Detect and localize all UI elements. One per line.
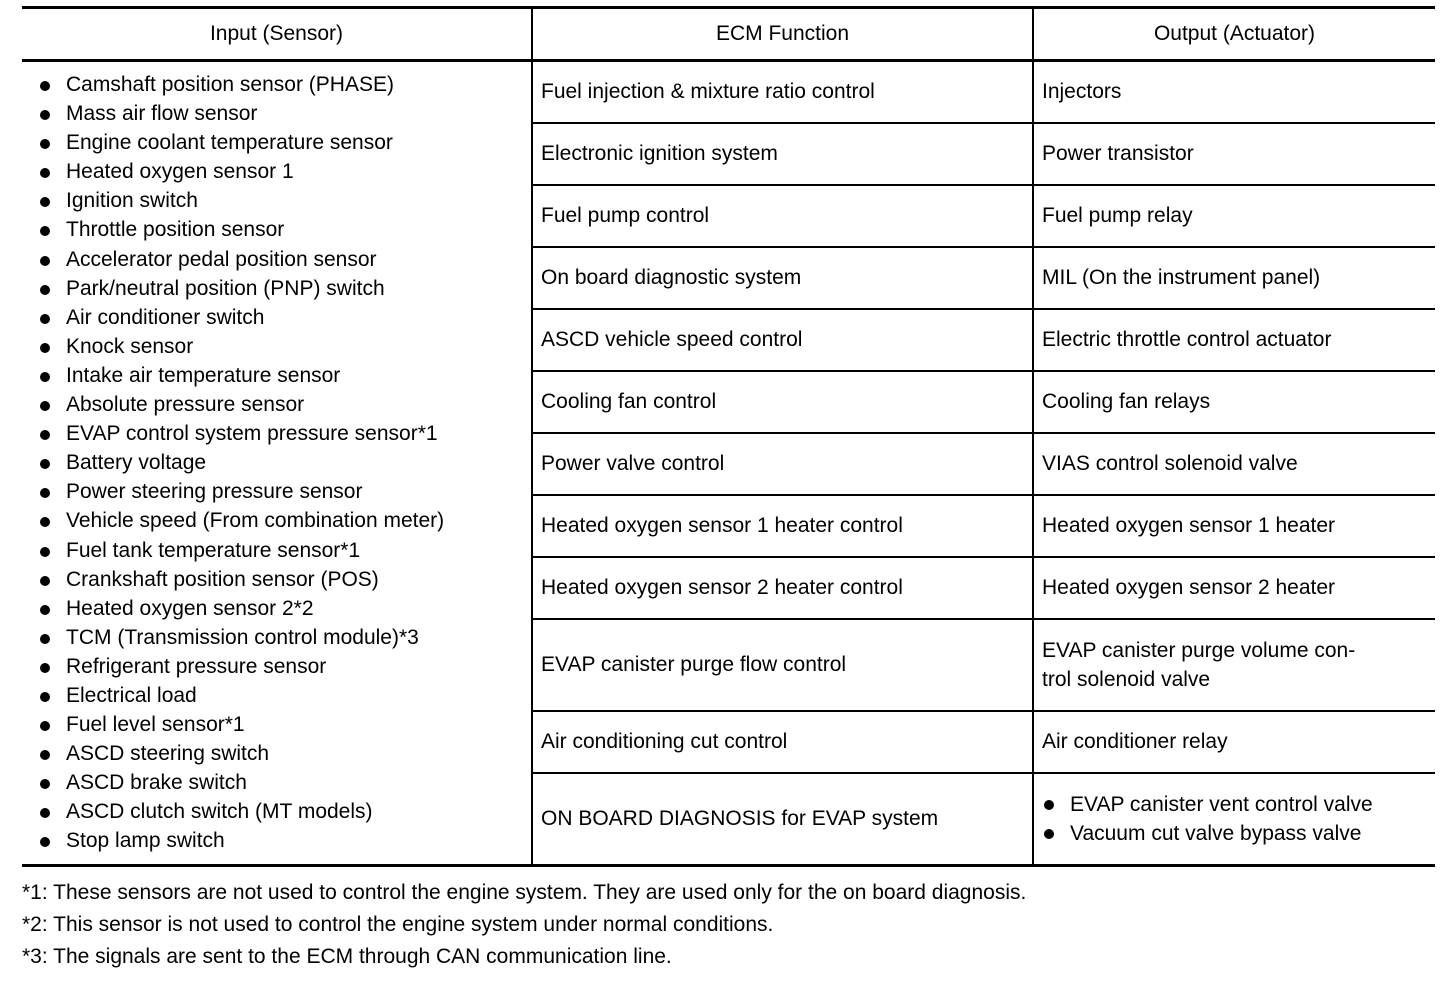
input-sensor-label: EVAP control system pressure sensor*1 bbox=[66, 422, 438, 446]
footnote-1: *1: These sensors are not used to control the engine system. They are used only for the on board diagnosis. bbox=[22, 880, 1027, 904]
bullet-icon bbox=[40, 343, 50, 353]
input-sensor-label: Heated oxygen sensor 1 bbox=[66, 160, 294, 184]
bullet-icon bbox=[40, 634, 50, 644]
header-output-actuator: Output (Actuator) bbox=[1033, 8, 1435, 61]
ecm-function-cell: Fuel injection & mixture ratio control bbox=[532, 61, 1033, 123]
list-item bbox=[38, 303, 531, 332]
input-sensor-label: Throttle position sensor bbox=[66, 218, 285, 242]
bullet-icon bbox=[1044, 800, 1054, 810]
list-item bbox=[38, 186, 531, 215]
input-sensor-label: Accelerator pedal position sensor bbox=[66, 247, 377, 271]
input-sensor-label: Ignition switch bbox=[66, 189, 198, 213]
output-actuator-cell bbox=[1033, 619, 1435, 711]
table-header-row bbox=[22, 8, 1435, 61]
list-item bbox=[38, 565, 531, 594]
input-sensor-label: Refrigerant pressure sensor bbox=[66, 654, 327, 678]
input-sensor-list bbox=[38, 70, 531, 856]
bullet-icon bbox=[40, 750, 50, 760]
list-item bbox=[38, 245, 531, 274]
list-item bbox=[38, 506, 531, 535]
list-item bbox=[38, 215, 531, 244]
output-actuator-cell: Injectors bbox=[1033, 61, 1435, 123]
ecm-function-cell: Electronic ignition system bbox=[532, 123, 1033, 185]
bullet-icon bbox=[40, 517, 50, 527]
ecm-function-cell: ON BOARD DIAGNOSIS for EVAP system bbox=[532, 773, 1033, 865]
footnote-2: *2: This sensor is not used to control the engine system under normal conditions. bbox=[22, 912, 774, 936]
output-line: trol solenoid valve bbox=[1042, 667, 1211, 691]
list-item bbox=[38, 99, 531, 128]
output-line: EVAP canister purge volume con- bbox=[1042, 638, 1356, 662]
bullet-icon bbox=[40, 692, 50, 702]
input-sensor-label: Camshaft position sensor (PHASE) bbox=[66, 73, 394, 96]
bullet-icon bbox=[40, 488, 50, 498]
output-actuator-cell: Heated oxygen sensor 2 heater bbox=[1033, 557, 1435, 619]
output-actuator-cell: MIL (On the instrument panel) bbox=[1033, 247, 1435, 309]
bullet-icon bbox=[40, 837, 50, 847]
bullet-icon bbox=[40, 372, 50, 382]
ecm-function-cell: Power valve control bbox=[532, 433, 1033, 495]
input-sensor-list-cell bbox=[22, 61, 532, 866]
input-sensor-label: Fuel level sensor*1 bbox=[66, 713, 245, 737]
list-item bbox=[38, 70, 531, 99]
ecm-function-cell: Heated oxygen sensor 1 heater control bbox=[532, 495, 1033, 557]
bullet-icon bbox=[40, 168, 50, 178]
table-row bbox=[22, 61, 1435, 123]
bullet-icon bbox=[40, 401, 50, 411]
list-item bbox=[38, 419, 531, 448]
list-item bbox=[38, 768, 531, 797]
bullet-icon bbox=[40, 721, 50, 731]
output-actuator-cell: Fuel pump relay bbox=[1033, 185, 1435, 247]
bullet-icon bbox=[40, 808, 50, 818]
list-item bbox=[38, 361, 531, 390]
ecm-function-cell: On board diagnostic system bbox=[532, 247, 1033, 309]
input-sensor-label: Fuel tank temperature sensor*1 bbox=[66, 538, 361, 562]
ecm-function-cell: Air conditioning cut control bbox=[532, 711, 1033, 773]
input-sensor-label: ASCD brake switch bbox=[66, 771, 247, 795]
footnote-3: *3: The signals are sent to the ECM through CAN communication line. bbox=[22, 944, 672, 968]
bullet-icon bbox=[40, 110, 50, 120]
ecm-io-table bbox=[22, 6, 1435, 867]
input-sensor-label: Absolute pressure sensor bbox=[66, 393, 305, 417]
list-item bbox=[38, 390, 531, 419]
input-sensor-label: ASCD steering switch bbox=[66, 742, 270, 766]
output-actuator-cell: Heated oxygen sensor 1 heater bbox=[1033, 495, 1435, 557]
ecm-function-cell: ASCD vehicle speed control bbox=[532, 309, 1033, 371]
bullet-icon bbox=[40, 576, 50, 586]
input-sensor-label: Crankshaft position sensor (POS) bbox=[66, 567, 379, 591]
output-actuator-cell: VIAS control solenoid valve bbox=[1033, 433, 1435, 495]
input-sensor-label: Engine coolant temperature sensor bbox=[66, 131, 393, 155]
input-sensor-label: ASCD clutch switch (MT models) bbox=[66, 800, 373, 824]
header-ecm-function: ECM Function bbox=[532, 8, 1033, 61]
input-sensor-label: Knock sensor bbox=[66, 334, 194, 358]
list-item bbox=[38, 448, 531, 477]
bullet-icon bbox=[40, 459, 50, 469]
output-actuator-cell: Power transistor bbox=[1033, 123, 1435, 185]
output-item-label: EVAP canister vent control valve bbox=[1070, 792, 1373, 816]
ecm-function-cell: Heated oxygen sensor 2 heater control bbox=[532, 557, 1033, 619]
list-item bbox=[38, 710, 531, 739]
bullet-icon bbox=[40, 81, 50, 91]
list-item bbox=[38, 477, 531, 506]
list-item bbox=[38, 652, 531, 681]
output-actuator-cell: Cooling fan relays bbox=[1033, 371, 1435, 433]
list-item bbox=[38, 594, 531, 623]
bullet-icon bbox=[40, 430, 50, 440]
input-sensor-label: Vehicle speed (From combination meter) bbox=[66, 509, 445, 533]
list-item bbox=[38, 536, 531, 565]
output-actuator-cell bbox=[1033, 773, 1435, 865]
list-item bbox=[38, 274, 531, 303]
list-item bbox=[1042, 819, 1435, 848]
output-item-label: Vacuum cut valve bypass valve bbox=[1070, 821, 1362, 845]
bullet-icon bbox=[1044, 829, 1054, 839]
ecm-document bbox=[22, 6, 1435, 973]
input-sensor-label: Air conditioner switch bbox=[66, 305, 265, 329]
bullet-icon bbox=[40, 779, 50, 789]
bullet-icon bbox=[40, 285, 50, 295]
output-actuator-cell: Air conditioner relay bbox=[1033, 711, 1435, 773]
ecm-function-cell: EVAP canister purge flow control bbox=[532, 619, 1033, 711]
list-item bbox=[38, 826, 531, 855]
input-sensor-label: Intake air temperature sensor bbox=[66, 363, 341, 387]
bullet-icon bbox=[40, 139, 50, 149]
list-item bbox=[38, 739, 531, 768]
list-item bbox=[1042, 790, 1435, 819]
list-item bbox=[38, 332, 531, 361]
bullet-icon bbox=[40, 226, 50, 236]
footnotes bbox=[22, 877, 1435, 973]
header-input-sensor: Input (Sensor) bbox=[22, 8, 532, 61]
input-sensor-label: Power steering pressure sensor bbox=[66, 480, 363, 504]
list-item bbox=[38, 681, 531, 710]
ecm-function-cell: Fuel pump control bbox=[532, 185, 1033, 247]
list-item bbox=[38, 623, 531, 652]
ecm-function-cell: Cooling fan control bbox=[532, 371, 1033, 433]
list-item bbox=[38, 128, 531, 157]
output-actuator-cell: Electric throttle control actuator bbox=[1033, 309, 1435, 371]
list-item bbox=[38, 157, 531, 186]
list-item bbox=[38, 797, 531, 826]
bullet-icon bbox=[40, 256, 50, 266]
input-sensor-label: Electrical load bbox=[66, 683, 197, 707]
output-actuator-list bbox=[1042, 790, 1435, 848]
input-sensor-label: TCM (Transmission control module)*3 bbox=[66, 625, 419, 649]
bullet-icon bbox=[40, 547, 50, 557]
bullet-icon bbox=[40, 314, 50, 324]
bullet-icon bbox=[40, 663, 50, 673]
bullet-icon bbox=[40, 605, 50, 615]
input-sensor-label: Park/neutral position (PNP) switch bbox=[66, 276, 385, 300]
input-sensor-label: Heated oxygen sensor 2*2 bbox=[66, 596, 314, 620]
bullet-icon bbox=[40, 197, 50, 207]
input-sensor-label: Stop lamp switch bbox=[66, 829, 225, 853]
input-sensor-label: Mass air flow sensor bbox=[66, 102, 258, 126]
input-sensor-label: Battery voltage bbox=[66, 451, 207, 475]
